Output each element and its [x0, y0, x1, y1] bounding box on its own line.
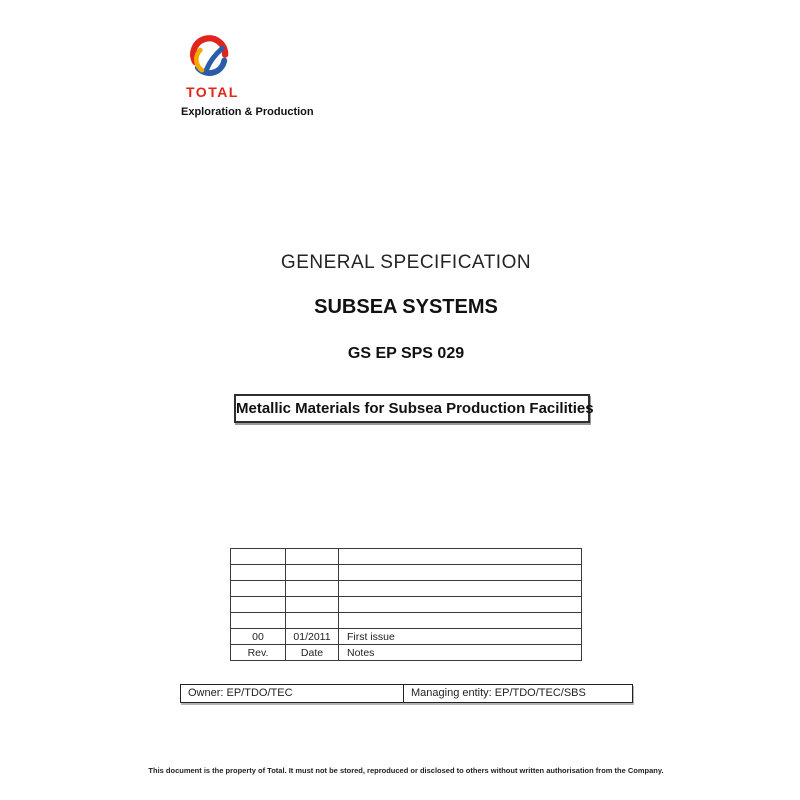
brand-name: TOTAL	[186, 84, 239, 100]
table-cell-rev	[231, 549, 286, 565]
table-cell-date	[286, 565, 339, 581]
table-cell-date	[286, 581, 339, 597]
total-globe-icon	[189, 33, 231, 83]
table-row	[231, 645, 582, 661]
table-cell-rev	[231, 581, 286, 597]
table-cell-rev	[231, 613, 286, 629]
table-cell-notes	[339, 549, 582, 565]
table-row	[231, 581, 582, 597]
owner-cell: Owner: EP/TDO/TEC	[181, 685, 404, 702]
table-cell-date	[286, 597, 339, 613]
revision-table	[230, 548, 582, 661]
doc-number-heading: GS EP SPS 029	[347, 345, 465, 362]
table-cell-notes: First issue	[339, 629, 582, 645]
table-row	[231, 613, 582, 629]
doc-type-heading: GENERAL SPECIFICATION	[280, 252, 532, 273]
doc-subject-heading: SUBSEA SYSTEMS	[314, 296, 498, 318]
table-row	[231, 549, 582, 565]
table-cell-date: 01/2011	[286, 629, 339, 645]
table-cell-notes: Notes	[339, 645, 582, 661]
table-cell-rev	[231, 565, 286, 581]
table-row	[231, 597, 582, 613]
table-cell-rev: 00	[231, 629, 286, 645]
table-cell-notes	[339, 581, 582, 597]
table-cell-notes	[339, 565, 582, 581]
revision-table-body	[231, 549, 582, 661]
table-cell-notes	[339, 597, 582, 613]
table-cell-date: Date	[286, 645, 339, 661]
company-logo-block	[181, 33, 341, 118]
table-cell-date	[286, 613, 339, 629]
table-cell-rev	[231, 597, 286, 613]
table-cell-date	[286, 549, 339, 565]
table-cell-notes	[339, 613, 582, 629]
ownership-strip	[180, 684, 633, 703]
property-notice: This document is the property of Total. It must not be stored, reproduced or disclosed to others without written authorisation from the Company.	[148, 766, 664, 775]
doc-title-box: Metallic Materials for Subsea Production Facilities	[234, 394, 590, 423]
division-name: Exploration & Production	[181, 106, 314, 118]
table-cell-rev: Rev.	[231, 645, 286, 661]
managing-entity-cell: Managing entity: EP/TDO/TEC/SBS	[411, 687, 586, 699]
table-row	[231, 565, 582, 581]
table-row	[231, 629, 582, 645]
